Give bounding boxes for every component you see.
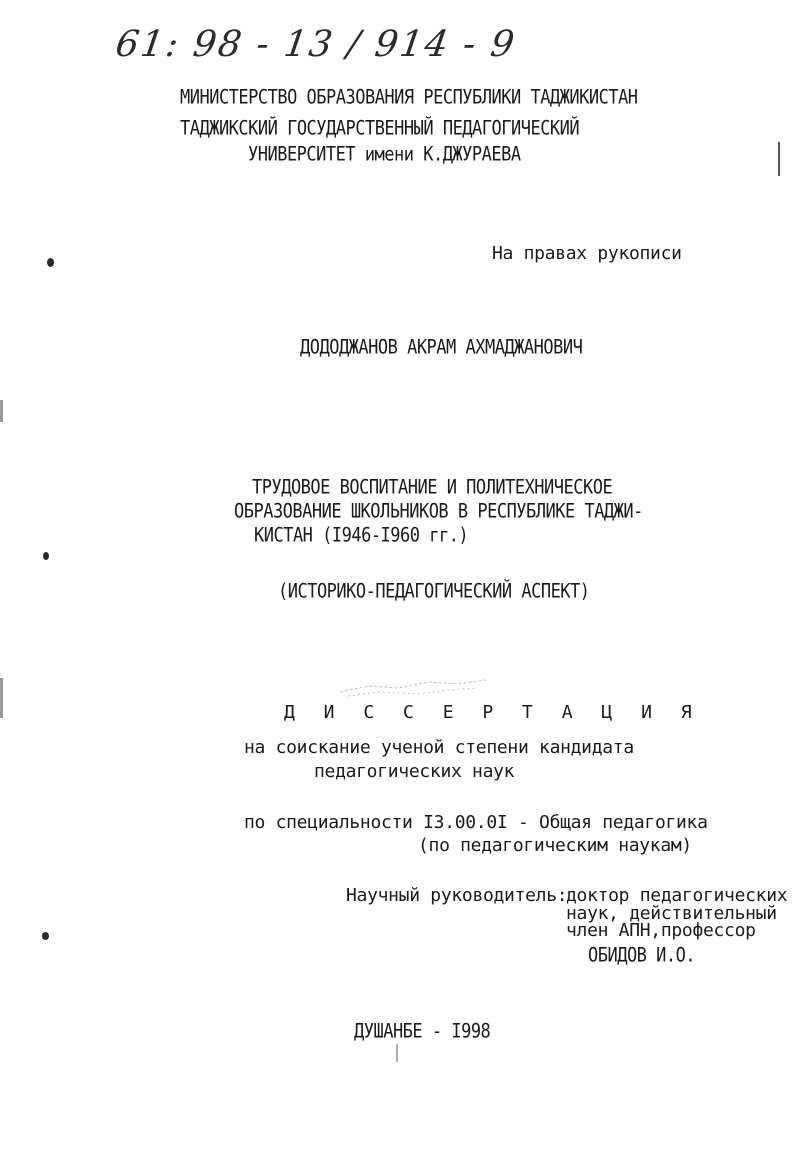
- scan-edge-mark: [778, 142, 780, 176]
- faint-stamp-mark: [338, 674, 488, 698]
- manuscript-note: На правах рукописи: [492, 243, 682, 264]
- supervisor-title-line2: наук, действительный: [566, 903, 777, 924]
- title-line2: ОБРАЗОВАНИЕ ШКОЛЬНИКОВ В РЕСПУБЛИКЕ ТАДЖИ-: [234, 500, 643, 523]
- supervisor-label: Научный руководитель:: [346, 885, 568, 906]
- supervisor-title-line3: член АПН,профессор: [566, 920, 756, 941]
- ministry-heading: МИНИСТЕРСТВО ОБРАЗОВАНИЯ РЕСПУБЛИКИ ТАДЖИКИСТАН: [180, 86, 638, 109]
- place-year: ДУШАНБЕ - I998: [354, 1020, 491, 1043]
- supervisor-name: ОБИДОВ И.О.: [588, 944, 696, 967]
- scan-speck: [42, 932, 49, 940]
- supervisor-title-line1: доктор педагогических: [566, 885, 788, 906]
- scan-speck: [47, 258, 54, 267]
- scan-edge-mark: [0, 400, 3, 422]
- university-name-line2: УНИВЕРСИТЕТ имени К.ДЖУРАЕВА: [248, 143, 521, 166]
- subtitle: (ИСТОРИКО-ПЕДАГОГИЧЕСКИЙ АСПЕКТ): [278, 580, 590, 603]
- degree-line1: на соискание ученой степени кандидата: [244, 737, 634, 758]
- author-name: ДОДОДЖАНОВ АКРАМ АХМАДЖАНОВИЧ: [300, 336, 583, 359]
- specialty-line2: (по педагогическим наукам): [418, 835, 692, 856]
- title-line1: ТРУДОВОЕ ВОСПИТАНИЕ И ПОЛИТЕХНИЧЕСКОЕ: [252, 476, 613, 499]
- degree-line2: педагогических наук: [314, 761, 515, 782]
- scan-speck: [43, 552, 49, 560]
- work-type: Д И С С Е Р Т А Ц И Я: [284, 702, 701, 723]
- scan-edge-mark: [396, 1044, 398, 1062]
- scan-edge-mark: [0, 678, 3, 718]
- title-line3: КИСТАН (I946-I960 гг.): [254, 524, 469, 547]
- specialty-line1: по специальности I3.00.0I - Общая педагогика: [244, 812, 708, 833]
- university-name-line1: ТАДЖИКСКИЙ ГОСУДАРСТВЕННЫЙ ПЕДАГОГИЧЕСКИЙ: [180, 117, 580, 140]
- archive-number: 61: 98 - 13 / 914 - 9: [113, 24, 519, 65]
